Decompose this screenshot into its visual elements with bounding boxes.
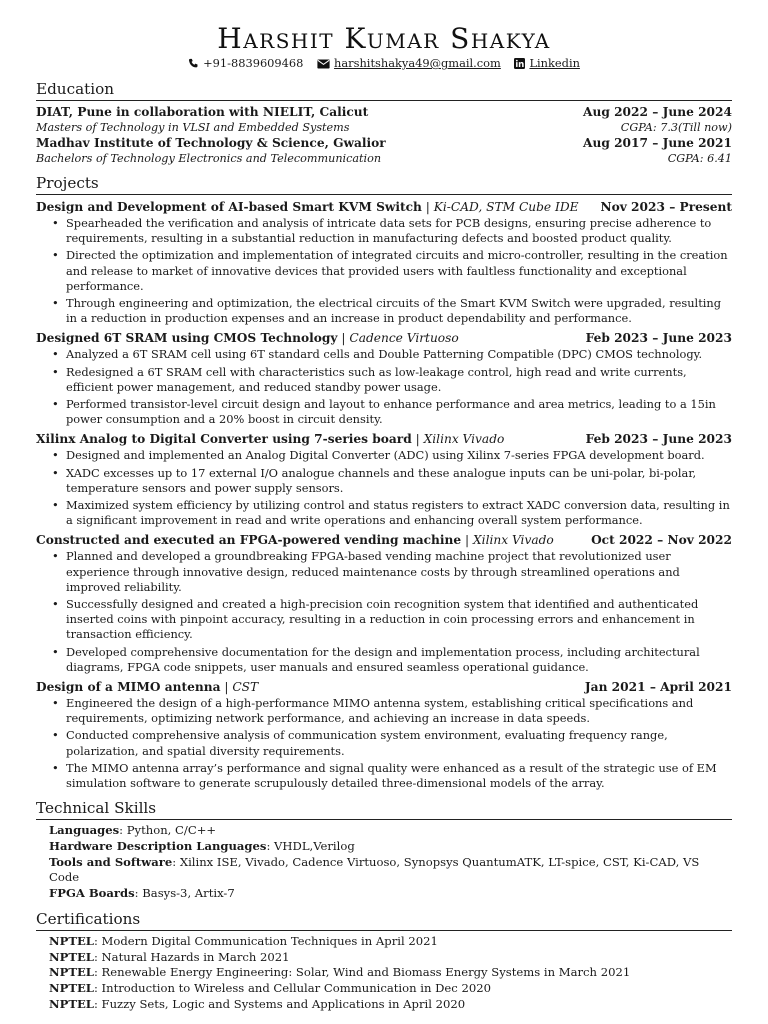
school-name: DIAT, Pune in collaboration with NIELIT, Calicut xyxy=(36,105,369,119)
skill-line xyxy=(49,886,732,902)
education-dates: Aug 2017 – June 2021 xyxy=(583,136,732,150)
education-heading: Education xyxy=(36,80,732,101)
project-tools: Ki-CAD, STM Cube IDE xyxy=(433,200,579,214)
linkedin-contact[interactable] xyxy=(514,56,579,73)
cert-title: : Renewable Energy Engineering: Solar, Wind and Biomass Energy Systems in March 2021 xyxy=(93,965,631,980)
project-title: Constructed and executed an FPGA-powered vending machine | Xilinx Vivado xyxy=(36,533,554,548)
project-entry-3 xyxy=(36,431,732,528)
certification-line xyxy=(49,950,732,966)
project-name: Design of a MIMO antenna xyxy=(36,680,221,695)
project-entry-2 xyxy=(36,330,732,427)
project-bullets xyxy=(50,347,732,427)
skill-key: Languages xyxy=(49,823,120,838)
project-entry-5 xyxy=(36,679,732,791)
skill-line xyxy=(49,839,732,855)
skills-section xyxy=(49,823,732,902)
project-bullets xyxy=(50,549,732,675)
email-contact[interactable] xyxy=(317,56,501,73)
list-item: • Redesigned a 6T SRAM cell with characteristics such as low-leakage control, high read and write currents, efficient power management, and reduced standby power usage. xyxy=(50,365,732,395)
project-name: Designed 6T SRAM using CMOS Technology xyxy=(36,331,338,346)
education-grade: CGPA: 6.41 xyxy=(667,152,732,165)
phone-icon xyxy=(188,58,199,73)
project-tools: CST xyxy=(232,680,259,695)
list-item: • Developed comprehensive documentation for the design and implementation process, including architectural diagrams, FPGA code snippets, user manuals and ensured seamless operational guidance. xyxy=(50,645,732,675)
education-detail-2 xyxy=(36,151,732,166)
contact-line xyxy=(36,56,732,72)
project-tools: Cadence Virtuoso xyxy=(349,331,459,346)
certification-line xyxy=(49,934,732,950)
linkedin-icon xyxy=(514,58,525,73)
project-name: Constructed and executed an FPGA-powered vending machine xyxy=(36,533,462,548)
project-name: Xilinx Analog to Digital Converter using 7-series board xyxy=(36,432,412,447)
project-dates: Nov 2023 – Present xyxy=(600,200,732,214)
education-grade: CGPA: 7.3(Till now) xyxy=(620,121,732,134)
skill-value: : VHDL,Verilog xyxy=(266,839,355,853)
project-bullets xyxy=(50,696,732,791)
skill-key: FPGA Boards xyxy=(49,886,135,901)
list-item: • Successfully designed and created a high-precision coin recognition system that identified and authenticated inserted coins with pinpoint accuracy, resulting in a reduction in coin processing errors and enhancement in transaction efficiency. xyxy=(50,597,732,643)
email-link[interactable]: harshitshakya49@gmail.com xyxy=(334,56,501,70)
cert-title: : Fuzzy Sets, Logic and Systems and Applications in April 2020 xyxy=(93,996,466,1011)
certification-line xyxy=(49,965,732,981)
education-entry-1 xyxy=(36,104,732,120)
degree-name: Masters of Technology in VLSI and Embedded Systems xyxy=(36,121,350,134)
candidate-name: Harshit Kumar Shakya xyxy=(217,22,551,55)
list-item: • Analyzed a 6T SRAM cell using 6T standard cells and Double Patterning Compatible (DPC) CMOS technology. xyxy=(50,347,732,362)
education-detail-1 xyxy=(36,120,732,135)
cert-title: : Natural Hazards in March 2021 xyxy=(93,949,290,964)
list-item: • Conducted comprehensive analysis of communication system environment, evaluating frequency range, polarization, and spatial diversity requirements. xyxy=(50,728,732,758)
education-section xyxy=(36,104,732,166)
resume-page xyxy=(36,22,732,1012)
project-entry-1 xyxy=(36,199,732,326)
project-name: Design and Development of AI-based Smart KVM Switch xyxy=(36,200,422,214)
skill-value: : Basys-3, Artix-7 xyxy=(134,886,235,901)
project-entry-4 xyxy=(36,532,732,675)
skills-heading: Technical Skills xyxy=(36,799,732,820)
list-item: • Maximized system efficiency by utilizing control and status registers to extract XADC conversion data, resulting in a significant improvement in read and write operations and enhancing overall system performance. xyxy=(50,498,732,528)
list-item: • Designed and implemented an Analog Digital Converter (ADC) using Xilinx 7-series FPGA development board. xyxy=(50,448,732,463)
project-title: Design of a MIMO antenna | CST xyxy=(36,680,259,695)
project-tools: Xilinx Vivado xyxy=(473,533,554,548)
cert-provider: NPTEL xyxy=(49,949,94,964)
project-title: Designed 6T SRAM using CMOS Technology | Cadence Virtuoso xyxy=(36,331,459,346)
project-bullets xyxy=(50,216,732,326)
cert-provider: NPTEL xyxy=(49,980,94,995)
skill-line xyxy=(49,823,732,839)
certification-line xyxy=(49,997,732,1013)
list-item: • Directed the optimization and implementation of integrated circuits and micro-controller, resulting in the creation and release to market of innovative devices that provided users with faultless functionality and exceptional performance. xyxy=(50,248,732,294)
list-item: • Through engineering and optimization, the electrical circuits of the Smart KVM Switch were upgraded, resulting in a reduction in production expenses and an increase in product dependability and performance. xyxy=(50,296,732,326)
certifications-heading: Certifications xyxy=(36,910,732,931)
project-dates: Feb 2023 – June 2023 xyxy=(585,432,732,447)
cert-provider: NPTEL xyxy=(49,933,94,948)
project-dates: Oct 2022 – Nov 2022 xyxy=(591,533,732,548)
list-item: • Spearheaded the verification and analysis of intricate data sets for PCB designs, ensuring precise adherence to requirements, resulting in a substantial reduction in manufacturing defects and boosted product quality. xyxy=(50,216,732,246)
project-title: Xilinx Analog to Digital Converter using 7-series board | Xilinx Vivado xyxy=(36,432,505,447)
phone-contact[interactable] xyxy=(188,56,303,73)
certification-line xyxy=(49,981,732,997)
project-tools: Xilinx Vivado xyxy=(423,432,505,447)
list-item: • XADC excesses up to 17 external I/O analogue channels and these analogue inputs can be uni-polar, bi-polar, temperature sensors and power supply sensors. xyxy=(50,466,732,496)
cert-title: : Modern Digital Communication Techniques in April 2021 xyxy=(93,933,438,948)
list-item: • Engineered the design of a high-performance MIMO antenna system, establishing critical specifications and requirements, optimizing network performance, and achieving an increase in data speeds. xyxy=(50,696,732,726)
cert-provider: NPTEL xyxy=(49,996,94,1011)
degree-name: Bachelors of Technology Electronics and Telecommunication xyxy=(36,152,382,165)
project-bullets xyxy=(50,448,732,528)
project-dates: Jan 2021 – April 2021 xyxy=(584,680,732,695)
skill-value: : Xilinx ISE, Vivado, Cadence Virtuoso, Synopsys QuantumATK, LT-spice, CST, Ki-CAD, VS Code xyxy=(49,854,700,885)
list-item: • Planned and developed a groundbreaking FPGA-based vending machine project that revolutionized user experience through innovative design, reduced maintenance costs by through streamlined operations and improved reliability. xyxy=(50,549,732,595)
project-dates: Feb 2023 – June 2023 xyxy=(585,331,732,346)
skill-key: Hardware Description Languages xyxy=(49,839,267,853)
education-dates: Aug 2022 – June 2024 xyxy=(583,105,732,119)
project-title: Design and Development of AI-based Smart KVM Switch | Ki-CAD, STM Cube IDE xyxy=(36,200,579,214)
linkedin-link[interactable]: Linkedin xyxy=(529,56,580,70)
education-entry-2 xyxy=(36,135,732,151)
skill-value: : Python, C/C++ xyxy=(119,823,217,838)
list-item: • Performed transistor-level circuit design and layout to enhance performance and area metrics, leading to a 15in power consumption and a 20% boost in circuit density. xyxy=(50,397,732,427)
certifications-section xyxy=(49,934,732,1013)
skill-key: Tools and Software xyxy=(49,854,173,869)
envelope-icon xyxy=(317,58,330,73)
skill-line xyxy=(49,855,732,886)
list-item: • The MIMO antenna array’s performance and signal quality were enhanced as a result of the strategic use of EM simulation software to generate scrupulously detailed three-dimensional models of the array. xyxy=(50,761,732,791)
school-name: Madhav Institute of Technology & Science, Gwalior xyxy=(36,136,386,150)
projects-heading: Projects xyxy=(36,174,732,195)
cert-title: : Introduction to Wireless and Cellular Communication in Dec 2020 xyxy=(93,980,491,995)
phone-number: +91-8839609468 xyxy=(203,56,304,70)
cert-provider: NPTEL xyxy=(49,965,94,980)
